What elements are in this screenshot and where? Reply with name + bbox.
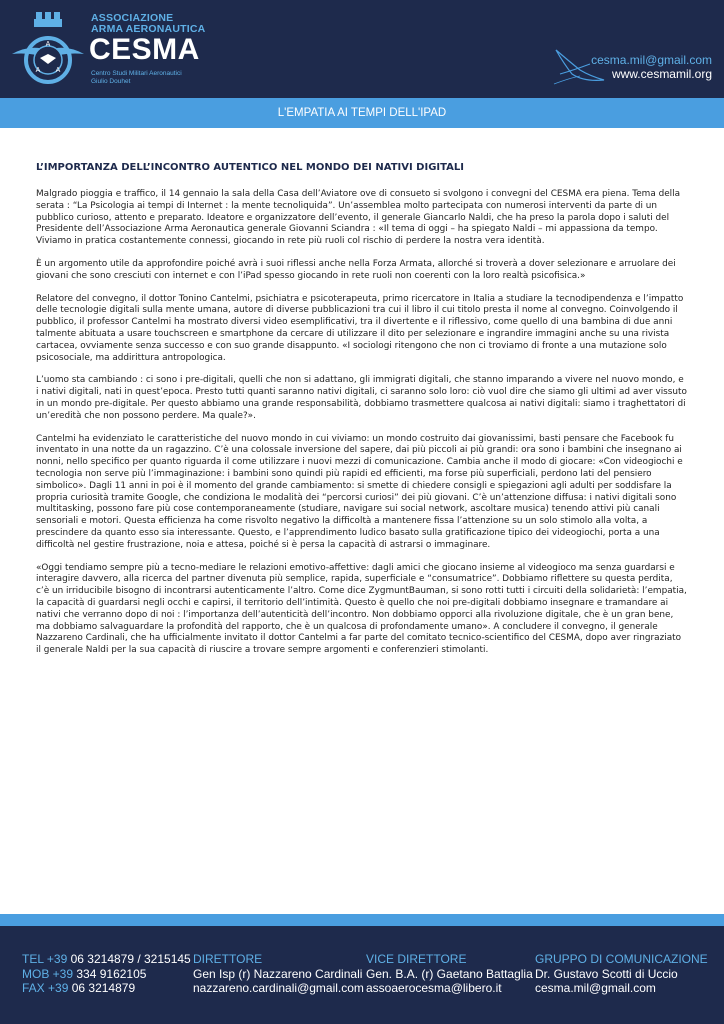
phone-label: MOB +39 <box>22 966 74 981</box>
footer-stripe <box>0 914 724 926</box>
footer-director <box>193 952 364 996</box>
footer-communication-group <box>535 952 708 996</box>
vice-director-title: VICE DIRETTORE <box>366 952 467 966</box>
org-name-line1: ASSOCIAZIONE <box>91 12 174 24</box>
header-website-link[interactable]: www.cesmamil.org <box>611 67 712 81</box>
article-paragraph: «Oggi tendiamo sempre più a tecno-mediare le relazioni emotivo-affettive: dagli amici che giocano insieme al videogioco ma senza guardarsi e interagire davvero, alla ricerca del partner divenuta più semplice, rapida, superficiale e “consumatrice”. Dobbiamo riflettere su questa perdita, c’è un irriducibile bisogno di incontrarsi autenticamente l’altro. Come dice ZygmuntBauman, si sono rotti tutti i circuiti della solidarietà: l’empatia, la capacità di guardarsi negli occhi e capirsi, il territorio dell’intimità. Questo è quello che noi pre-digitali dobbiamo insegnare e tramandare ai nativi che verranno dopo di noi : l’importanza dell’autenticità dell’incontro. Non dobbiamo opporci alla rivoluzione digitale, che è un gran bene, ma dobbiamo salvaguardare la profondità del rapporto, che è un qualcosa di profondamente umano». A concludere il convegno, il generale Nazzareno Cardinali, che ha ufficialmente invitato il dottor Cantelmi a far parte del comitato tecnico-scientifico del CESMA, dopo aver ringraziato il generale Naldi per la sua capacità di riuscire a trovare sempre argomenti e conferenzieri stimolanti. <box>36 562 687 656</box>
phone-value: 334 9162105 <box>76 966 147 981</box>
article-paragraph: Cantelmi ha evidenziato le caratteristiche del nuovo mondo in cui viviamo: un mondo costruito dai giovanissimi, basti pensare che Facebook fu inventato in una notte da un ragazzino. C’è una colossale inversione del sapere, dai più piccoli ai più grandi: ora sono i bambini che insegnano ai nonni, nello specifico per quanto riguarda il come utilizzare i nuovi mezzi di comunicazione. Cambia anche il modo di giocare: «Con videogiochi e tecnologia non serve più l’immaginazione: i bambini sono quindi più rapidi ed efficienti, ma forse più superficiali, perdono lati del pensiero simbolico». Dagli 11 anni in poi è il momento del grande cambiamento: si smette di chiedere consigli e spiegazioni agli adulti per soddisfare la propria curiosità tramite Google, che condiziona le modalità dei “percorsi curiosi” dei più giovani. C’è un’attenzione diffusa: i nativi digitali sono multitasking, possono fare più cose contemporaneamente (studiare, navigare sui social network, ascoltare musica) tenendo attivi più canali sensoriali e motori. Questa efficienza ha come risvolto negativo la difficoltà a mantenere fissa l’attenzione su un solo stimolo alla volta, a prescindere da quanto esso sia interessante. Questo, e l’apprendimento ludico basato sulla gratificazione tipico dei videogiochi, porta a una difficoltà nel gestire frustrazione, noia e attesa, poiché si è persa la capacità di astrarsi o immaginare. <box>36 433 683 550</box>
footer-vice-director <box>366 952 533 996</box>
article-paragraph: È un argomento utile da approfondire poiché avrà i suoi riflessi anche nella Forza Armata, allorché si troverà a dover selezionare e arruolare dei giovani che sono cresciuti con internet e con l’iPad spesso giocando in rete ruoli non coerenti con la loro realtà psicofisica.» <box>36 258 676 281</box>
org-name-line2: ARMA AERONAUTICA <box>91 23 206 35</box>
svg-text:A: A <box>45 41 51 48</box>
svg-text:A: A <box>35 67 41 74</box>
org-acronym: CESMA <box>89 33 200 66</box>
footer-phone-line <box>22 952 191 967</box>
phone-label: FAX +39 <box>22 981 69 995</box>
comm-group-name: Dr. Gustavo Scotti di Uccio <box>535 966 678 981</box>
footer-phone-numbers <box>22 952 191 996</box>
article-paragraph: L’uomo sta cambiando : ci sono i pre-digitali, quelli che non si adattano, gli immigrati digitali, che stanno imparando a vivere nel nuovo mondo, e i nativi digitali, nati in quest’epoca. Presto tutti quanti saranno nativi digitali, ci saranno solo loro: ciò vuol dire che siamo gli ultimi ad aver vissuto in un mondo pre-digitale. Per questo abbiamo una grande responsabilità, dobbiamo trasmettere qualcosa ai nativi digitali: siamo i traghettatori di un’eredità che non possono perdere. Ma quale?». <box>36 375 687 421</box>
director-name: Gen Isp (r) Nazzareno Cardinali <box>193 966 363 981</box>
article-heading: L’IMPORTANZA DELL’INCONTRO AUTENTICO NEL MONDO DEI NATIVI DIGITALI <box>36 162 464 173</box>
phone-value: 06 3214879 <box>71 981 136 995</box>
director-email-link[interactable]: nazzareno.cardinali@gmail.com <box>193 981 364 995</box>
article-paragraph: Malgrado pioggia e traffico, il 14 gennaio la sala della Casa dell’Aviatore ove di consueto si svolgono i convegni del CESMA era piena. Tema della serata : “La Psicologia ai tempi di Internet : la mente tecnoliquida”. Un’assemblea molto partecipata con numerosi interventi da parte di un pubblico curioso, attento e preparato. Ideatore e organizzatore dell’evento, il generale Giancarlo Naldi, che ha preso la parola dopo i saluti del Presidente dell’Associazione Arma Aeronautica generale Giovanni Sciandra : «Il tema di oggi – ha spiegato Naldi – mi appassiona da tempo. Viviamo in pratica costantemente connessi, giocando in rete più ruoli col rischio di perdere la nostra vera identità. <box>36 189 681 247</box>
vice-director-email-link[interactable]: assoaerocesma@libero.it <box>366 981 502 995</box>
vice-director-name: Gen. B.A. (r) Gaetano Battaglia <box>366 966 533 981</box>
page-footer <box>0 926 724 1024</box>
director-title: DIRETTORE <box>193 952 263 966</box>
footer-phone-line <box>22 967 191 982</box>
comm-group-title: GRUPPO DI COMUNICAZIONE <box>535 952 708 966</box>
phone-label: TEL +39 <box>22 952 68 966</box>
phone-value: 06 3214879 / 3215145 <box>70 952 191 966</box>
header-email-link[interactable]: cesma.mil@gmail.com <box>591 53 712 67</box>
svg-text:A: A <box>55 67 61 74</box>
association-emblem-icon <box>10 8 86 90</box>
comm-group-email-link[interactable]: cesma.mil@gmail.com <box>535 981 656 995</box>
page-header <box>0 0 724 98</box>
org-subtitle-line2: Giulio Douhet <box>91 78 131 85</box>
footer-phone-line <box>22 981 191 996</box>
org-subtitle-line1: Centro Studi Militari Aeronautici <box>91 70 182 77</box>
article-body <box>36 162 687 668</box>
document-title-band: L'EMPATIA AI TEMPI DELL'IPAD <box>0 98 724 128</box>
article-paragraph: Relatore del convegno, il dottor Tonino Cantelmi, psichiatra e psicoterapeuta, primo ricercatore in Italia a studiare la tecnodipendenza e l’impatto delle tecnologie digitali sulla mente umana, autore di diverse pubblicazioni tra cui il libro il cui titolo presta il nome al convegno. Coinvolgendo il pubblico, il professor Cantelmi ha mostrato diversi video esemplificativi, tra il divertente e il riflessivo, come quello di una bambina di due anni talmente abituata a usare touchscreen e smartphone da cercare di utilizzare il dito per selezionare e ingrandire immagini anche su una rivista cartacea, ovviamente senza successo e con suo grande disappunto. «I sociologi ritengono che non ci troviamo di fronte a una mutazione solo psicosociale, ma addirittura antropologica. <box>36 293 684 363</box>
